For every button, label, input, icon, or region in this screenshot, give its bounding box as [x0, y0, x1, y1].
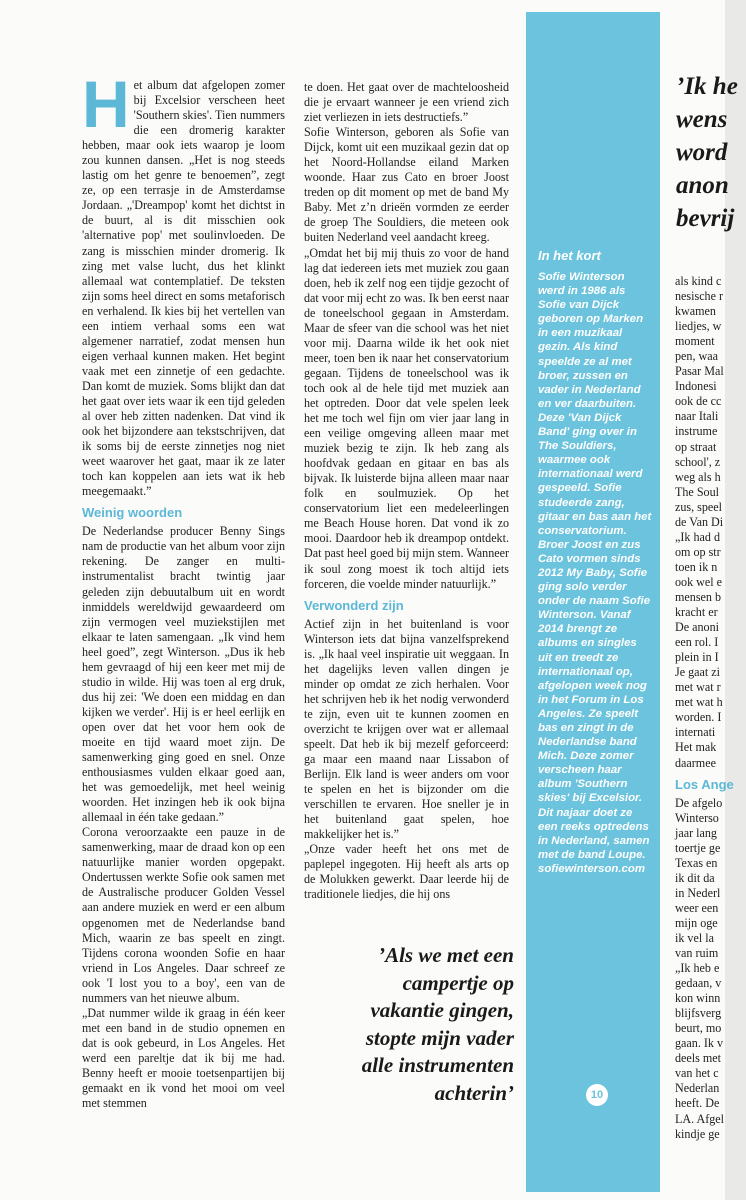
next-page-column [675, 274, 735, 1142]
next-page-quote [676, 70, 746, 235]
paragraph: Actief zijn in het buitenland is voor Winterson iets dat bijna vanzelfsprekend is. „Ik haal veel inspiratie uit weggaan. In het dagelijks leven vallen dingen je minder op omdat ze zich herhalen. Voor het schrijven heb ik het nodig verwonderd te zijn, even uit te kunnen zoomen en overzicht te krijgen over wat er allemaal speelt. Dat heb ik bij mezelf geforceerd: ga maar een maand naar Lissabon of Berlijn. Elk land is weer anders om voor te spelen en het is bijzonder om die verschillen te ervaren. Hoe sneller je in het buitenland gaat spelen, hoe makkelijker het is.” [304, 616, 509, 842]
page-number: 10 [586, 1084, 608, 1106]
next-page-line: „Ik heb e [675, 961, 720, 976]
next-page-line: worden. I [675, 710, 722, 725]
next-page-line: jaar lang [675, 825, 717, 840]
next-page-line: The Soul [675, 484, 720, 499]
next-page-line: daarmee [675, 755, 716, 770]
sidebar-heading: In het kort [538, 248, 601, 263]
next-page-line: zus, speel [675, 499, 723, 514]
next-page-line: met wat h [675, 695, 723, 710]
next-page-line: kindje ge [675, 1126, 720, 1141]
next-page-line: internati [675, 725, 716, 740]
quote-line: wens [676, 106, 728, 133]
next-page-line: ik dit da [675, 870, 715, 885]
quote-line: ’Ik he [676, 73, 738, 100]
next-page-line: de Van Di [675, 514, 724, 529]
next-page-line: gaan. Ik v [675, 1036, 724, 1051]
next-page-line: kwamen [675, 304, 716, 319]
subheading: Weinig woorden [82, 505, 183, 521]
next-page-line: van het c [675, 1066, 719, 1081]
paragraph: „Onze vader heeft het ons met de paplepel ingegoten. Hij heeft als arts op de Molukken gewerkt. Daar leerde hij de traditionele liedjes, die hij ons [304, 842, 509, 902]
paragraph: te doen. Het gaat over de machteloosheid die je ervaart wanneer je een vriend zich ziet verliezen in iets destructiefs.” [304, 80, 509, 125]
next-page-line: „Ik had d [675, 529, 720, 544]
next-page-line: Indonesi [675, 379, 717, 394]
next-page-line: school', z [675, 454, 721, 469]
next-page-line: instrume [675, 424, 718, 439]
paragraph: Sofie Winterson, geboren als Sofie van Dijck, komt uit een muzikaal gezin dat op het Noord-Hollandse eiland Marken woonde. Haar zus Cato en broer Joost treden op dit moment op met de band My Baby. Met z’n drieën vormden ze eerder de groep The Souldiers, die meteen ook buiten Nederland veel aandacht kreeg. [304, 125, 509, 245]
info-sidebar [526, 12, 660, 1192]
article-column-1 [82, 67, 285, 1111]
paragraph: „Omdat het bij mij thuis zo voor de hand lag dat iedereen iets met muziek zou gaan doen, heb ik zelf nog een tijdje gezocht of dat voor mij echt zo was. Ik ben eerst naar de toneelschool gegaan in Amsterdam. Maar de sfeer van die school was het niet voor mij. Daarna wilde ik het ook niet meer, toen ben ik naar het conservatorium gegaan. Tijdens de toneelschool was ik toch ook al de hele tijd met muziek aan het optreden. Door dat vele spelen leek het me toch wel fijn om vier jaar lang in een veilige omgeving alleen maar met muziek bezig te zijn. Ik heb zang als hoofdvak gedaan en gitaar en bas als bijvak. Ik luisterde bijna alleen maar naar folk en soulmuziek. Op het conservatorium liet een medeleerlingen me Beach House horen. Dat vond ik zo mooi. Daardoor heb ik dreampop ontdekt. Dat past heel goed bij mijn stem. Wanneer ik soul zong moest ik toch altijd iets forceren, die voelde minder natuurlijk.” [304, 245, 510, 591]
quote-line: anon [676, 172, 729, 199]
next-page-line: De anoni [675, 620, 719, 635]
next-page-subheading: Los Ange [675, 776, 734, 792]
next-page-line: weer een [675, 900, 719, 915]
next-page-line: kracht er [675, 605, 718, 620]
next-page-line: op straat [675, 439, 717, 454]
next-page-line: ook de cc [675, 394, 722, 409]
next-page-line: Je gaat zi [675, 665, 720, 680]
paragraph: „Dat nummer wilde ik graag in één keer met een band in de studio opnemen en dat is ook gebeurd, in Los Angeles. Het werd een pareltje dat ik bij me had. Benny heeft er mooie toetsenpartijen bij gemaakt en ik vond het mooi om veel met stemmen [82, 1005, 285, 1111]
paragraph: De Nederlandse producer Benny Sings nam de productie van het album voor zijn rekening. De zanger en multi-instrumentalist bracht twintig jaar geleden zijn debuutalbum uit en wordt inmiddels wereldwijd gewaardeerd om zijn vermogen veel muziekstijlen met elkaar te laten samengaan. „Ik vind hem heel goed”, zegt Winterson. „Dus ik heb hem gevraagd of hij een keer met mij de studio in wilde. Hij was toen al erg druk, dus hij zei: 'We doen een middag en dan kijken we verder'. Hij is er heel eerlijk en open over dat het voor hem ook de moeite en tijd waard moet zijn. De samenwerking ging goed en snel. Onze enthousiasmes vulden elkaar goed aan, het was gemoedelijk, met heel weinig woorden. Het inzingen heb ik ook bijna allemaal in één take gedaan.” [82, 524, 285, 825]
next-page-line: deels met [675, 1051, 722, 1066]
next-page-line: LA. Afgel [675, 1111, 725, 1126]
paragraph: Corona veroorzaakte een pauze in de samenwerking, maar de draad kon op een natuurlijke manier worden opgepakt. Ondertussen werkte Sofie ook samen met de Australische producer Golden Vessel aan andere muziek en werd er een album opgenomen met de Nederlandse band Mich, waarin ze bas speelt en zingt. Tijdens corona woonden Sofie en haar vriend in Los Angeles. Daar schreef ze ook 'I lost you to a boy', een van de nummers van het nieuwe album. [82, 825, 285, 1005]
next-page-line: plein in I [675, 650, 719, 665]
next-page-line: kon winn [675, 991, 721, 1006]
next-page-line: ik vel la [675, 930, 714, 945]
next-page-line: Winterso [675, 810, 719, 825]
next-page-line: blijfsverg [675, 1006, 722, 1021]
drop-cap: H [82, 67, 130, 141]
next-page-line: mensen b [675, 589, 722, 604]
next-page-line: een rol. I [675, 635, 719, 650]
next-page-line: om op str [675, 544, 721, 559]
next-page-line: in Nederl [675, 885, 721, 900]
next-page-line: mijn oge [675, 915, 718, 930]
quote-line: word [676, 139, 728, 166]
next-page-line: pen, waa [675, 349, 718, 364]
next-page-line: Pasar Mal [675, 364, 724, 379]
next-page-line: De afgelo [675, 795, 723, 810]
paragraph: et album dat afgelopen zomer bij Excelsior verscheen heet 'Southern skies'. Tien nummers die een dromerig karakter hebben, maar ook iets waarop je loom zou kunnen dansen. „Het is nog steeds lastig om het genre te benoemen”, zegt ze, op een terrasje in de Amsterdamse Jordaan. „'Dreampop' komt het dichtst in de buurt, al is dit misschien ook 'alternative pop' met soulinvloeden. De zang is misschien minder dromerig. Ik zing met valse lucht, dus het klinkt allemaal wat contemplatief. De teksten zijn soms heel direct en soms metaforisch en verhalend. Ik kies bij het vertellen van een intiem verhaal soms een wat algemener narratief, zodat mensen hun eigen verhaal kunnen maken. Het begint vaak met een zinnetje of een gedachte. Dan komt de muziek. Soms blijkt dan dat het gaat over iets waar ik een tijd geleden al over heb zitten nadenken. Dat vind ik ook het bijzondere aan tekstschrijven, dat ik soms bij de eerste zinnetjes nog niet weet waarover het gaat, maar ik ze later toch kan koppelen aan iets wat ik heb meegemaakt.” [82, 78, 285, 499]
next-page-line: Nederlan [675, 1081, 720, 1096]
quote-line: bevrij [676, 205, 735, 232]
next-page-line: gedaan, v [675, 976, 722, 991]
next-page-line: toertje ge [675, 840, 721, 855]
next-page-line: als kind c [675, 274, 722, 288]
next-page-line: toen ik n [675, 559, 718, 574]
next-page-line: Texas en [675, 855, 718, 870]
next-page-line: Het mak [675, 740, 717, 755]
next-page-line: ook wel e [675, 574, 723, 589]
next-page-line: van ruim [675, 946, 719, 961]
next-page-line: heeft. De [675, 1096, 720, 1111]
pull-quote: ’Als we met een campertje op vakantie gingen, stopte mijn vader alle instrumenten achterin’ [361, 943, 514, 1105]
next-page-line: met wat r [675, 680, 721, 695]
article-column-2 [304, 80, 509, 902]
next-page-line: liedjes, w [675, 319, 722, 334]
subheading: Verwonderd zijn [304, 597, 404, 613]
next-page-line: weg als h [675, 469, 721, 484]
sidebar-text: Sofie Winterson werd in 1986 als Sofie van Dijck geboren op Marken in een muzikaal gezin. Als kind speelde ze al met broer, zussen en vader in Nederland en ver daarbuiten. Deze 'Van Dijck Band' ging over in The Souldiers, waarmee ook internationaal werd gespeeld. Sofie studeerde zang, gitaar en bas aan het conservatorium. Broer Joost en zus Cato vormen sinds 2012 My Baby, Sofie ging solo verder onder de naam Sofie Winterson. Vanaf 2014 brengt ze albums en singles uit en treedt ze internationaal op, afgelopen week nog in het Forum in Los Angeles. Ze speelt bas en zingt in de Nederlandse band Mich. Deze zomer verscheen haar album 'Southern skies' bij Excelsior. Dit najaar doet ze een reeks optredens in Nederland, samen met de band Loupe. sofiewinterson.com [538, 271, 652, 875]
next-page-line: naar Itali [675, 409, 719, 424]
next-page-line: nesische r [675, 289, 724, 304]
next-page-line: beurt, mo [675, 1021, 722, 1036]
next-page-line: moment [675, 334, 715, 349]
